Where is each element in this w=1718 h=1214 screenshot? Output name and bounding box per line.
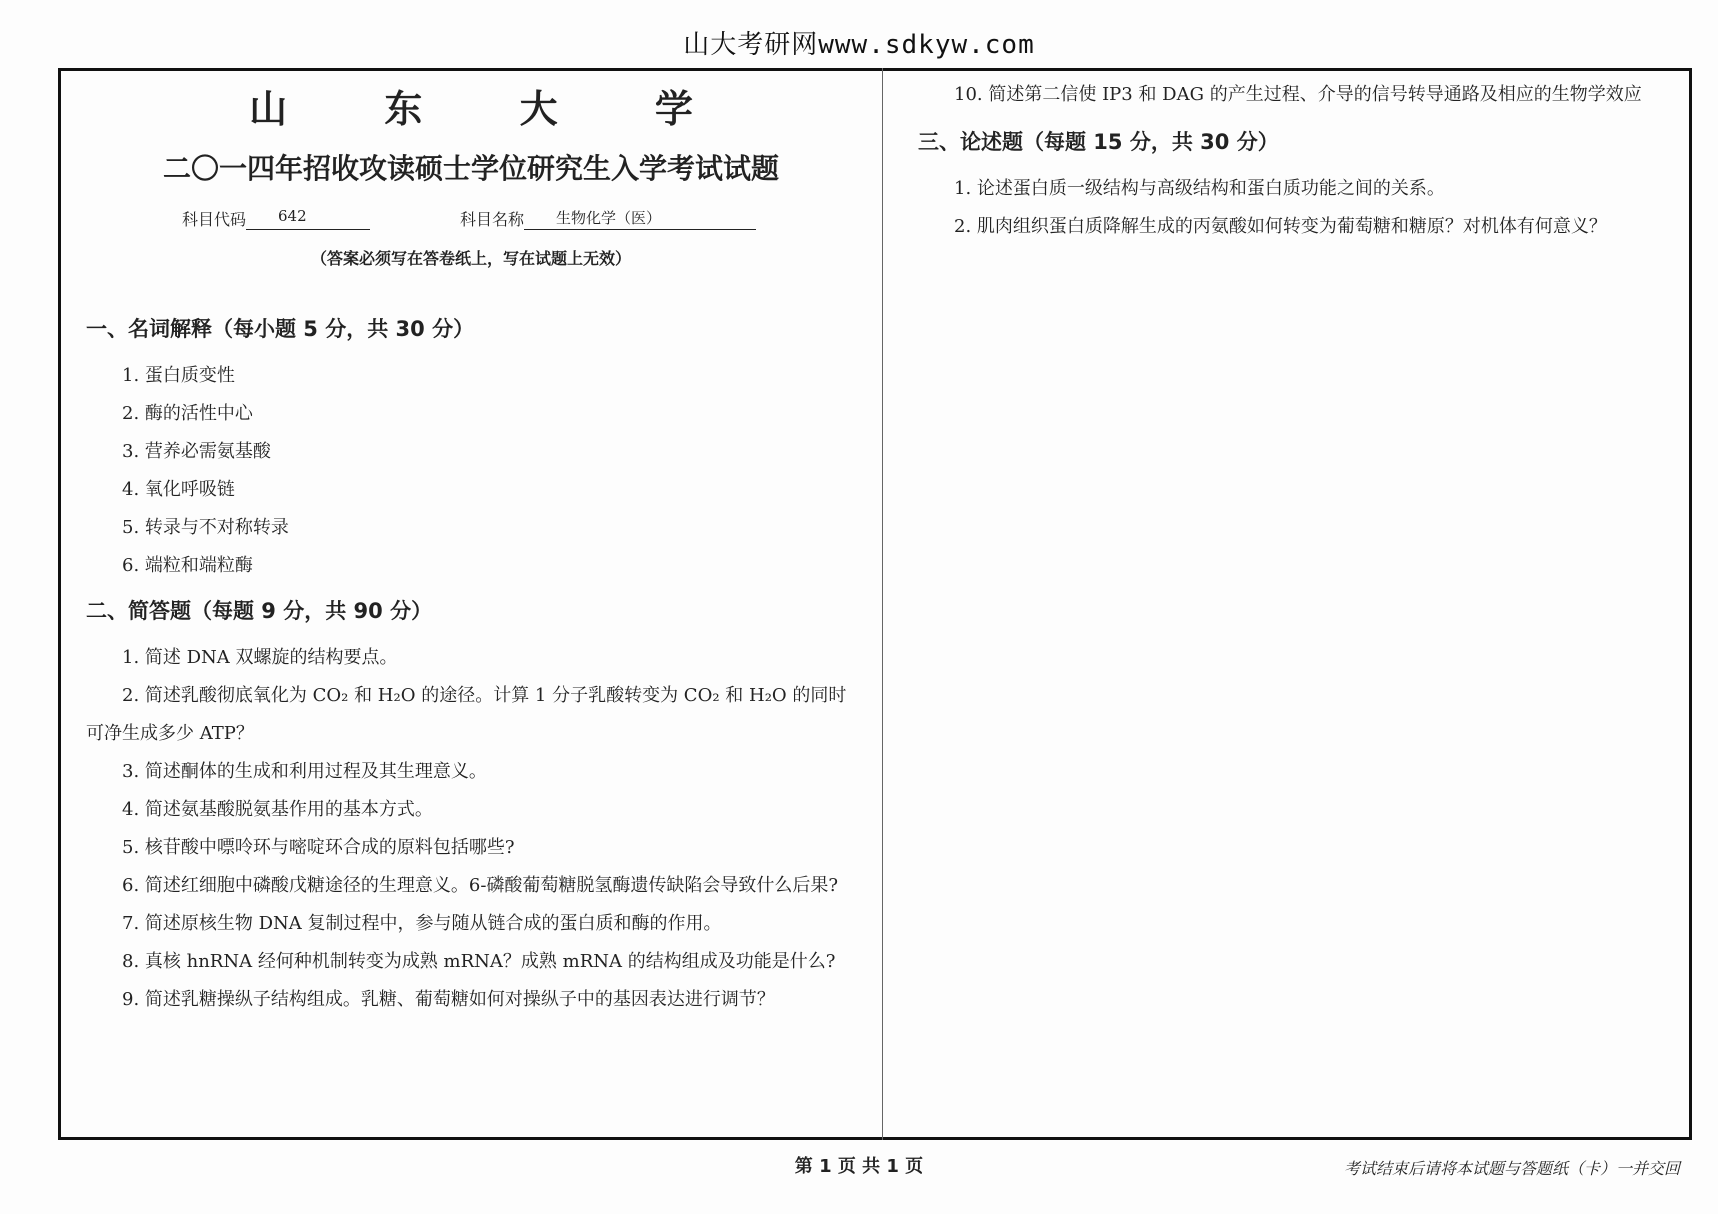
column-divider <box>882 68 883 1140</box>
s1-item: 4. 氧化呼吸链 <box>122 479 235 500</box>
s2-question: 3. 简述酮体的生成和利用过程及其生理意义。 <box>122 761 487 782</box>
s1-item: 2. 酶的活性中心 <box>122 403 253 424</box>
s2-question: 4. 简述氨基酸脱氨基作用的基本方式。 <box>122 799 433 820</box>
s1-item: 6. 端粒和端粒酶 <box>122 555 253 576</box>
section-1-title: 一、名词解释（每小题 5 分，共 30 分） <box>86 317 475 341</box>
s3-question: 2. 肌肉组织蛋白质降解生成的丙氨酸如何转变为葡萄糖和糖原？对机体有何意义？ <box>954 216 1607 237</box>
s1-item: 3. 营养必需氨基酸 <box>122 441 271 462</box>
footer-note: 考试结束后请将本试题与答题纸（卡）一并交回 <box>1343 1159 1680 1178</box>
s1-item: 5. 转录与不对称转录 <box>122 517 289 538</box>
exam-title: 二〇一四年招收攻读硕士学位研究生入学考试试题 <box>162 152 779 185</box>
section-3-title: 三、论述题（每题 15 分，共 30 分） <box>918 130 1279 154</box>
s3-question: 1. 论述蛋白质一级结构与高级结构和蛋白质功能之间的关系。 <box>954 178 1445 199</box>
s1-item: 1. 蛋白质变性 <box>122 365 235 386</box>
s2-question: 1. 简述 DNA 双螺旋的结构要点。 <box>122 647 398 668</box>
s2-question: 8. 真核 hnRNA 经何种机制转变为成熟 mRNA？成熟 mRNA 的结构组成及功能是什么? <box>122 951 836 972</box>
subject-name: 生物化学（医） <box>524 207 756 230</box>
watermark-header: 山大考研网www.sdkyw.com <box>683 30 1035 60</box>
answer-notice: （答案必须写在答卷纸上，写在试题上无效） <box>310 249 631 268</box>
s2-question: 6. 简述红细胞中磷酸戊糖途径的生理意义。6-磷酸葡萄糖脱氢酶遗传缺陷会导致什么后果? <box>122 875 839 896</box>
s2-question: 10. 简述第二信使 IP3 和 DAG 的产生过程、介导的信号转导通路及相应的生物学效应 <box>954 84 1642 105</box>
subject-code-label: 科目代码 <box>182 210 247 229</box>
subject-name-label: 科目名称 <box>460 210 525 229</box>
left-column <box>86 68 856 1019</box>
s2-question: 7. 简述原核生物 DNA 复制过程中，参与随从链合成的蛋白质和酶的作用。 <box>122 913 722 934</box>
subject-code: 642 <box>246 207 370 230</box>
s2-question: 5. 核苷酸中嘌呤环与嘧啶环合成的原料包括哪些? <box>122 837 515 858</box>
right-column <box>918 68 1683 246</box>
subject-meta <box>86 207 856 230</box>
s2-question: 9. 简述乳糖操纵子结构组成。乳糖、葡萄糖如何对操纵子中的基因表达进行调节？ <box>122 989 775 1010</box>
page-number: 第 1 页 共 1 页 <box>794 1156 924 1177</box>
section-2-title: 二、简答题（每题 9 分，共 90 分） <box>86 599 433 623</box>
university-name: 山 东 大 学 <box>249 86 735 131</box>
s2-question: 2. 简述乳酸彻底氧化为 CO₂ 和 H₂O 的途径。计算 1 分子乳酸转变为 CO₂ 和 H₂O 的同时可净生成多少 ATP？ <box>86 685 847 744</box>
